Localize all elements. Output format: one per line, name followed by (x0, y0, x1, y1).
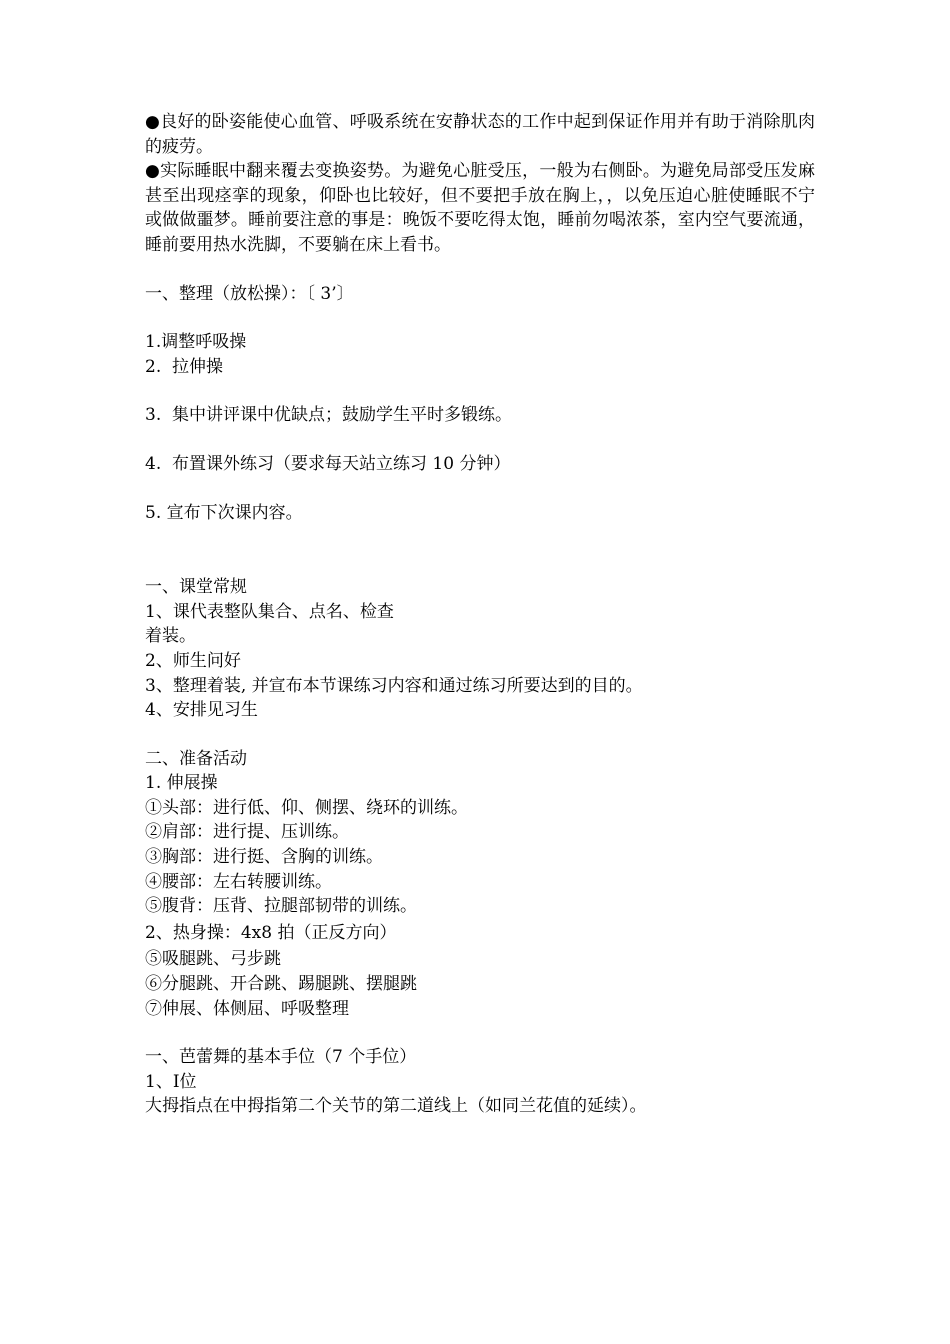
routine-heading: 一、课堂常规 (145, 577, 247, 598)
cooldown-item-5: 5. 宣布下次课内容。 (145, 502, 303, 523)
ballet-heading: 一、芭蕾舞的基本手位（7 个手位） (145, 1047, 417, 1068)
warmup-heading: 二、准备活动 (145, 748, 247, 769)
stretch-item-4: ④腰部：左右转腰训练。 (145, 871, 332, 892)
cooldown-item-4: 4. 布置课外练习（要求每天站立练习 10 分钟） (145, 453, 511, 474)
routine-line-5: 4、安排见习生 (145, 700, 258, 721)
cooldown-item-1: 1.调整呼吸操 (145, 332, 247, 353)
jump-item-3: ⑦伸展、体侧屈、呼吸整理 (145, 998, 349, 1019)
routine-line-3: 2、师生问好 (145, 650, 241, 671)
jump-item-2: ⑥分腿跳、开合跳、踢腿跳、摆腿跳 (145, 974, 417, 995)
cooldown-heading: 一、整理（放松操）：〔 3’〕 (145, 283, 354, 304)
routine-line-4: 3、整理着装, 并宣布本节课练习内容和通过练习所要达到的目的。 (145, 675, 643, 696)
stretch-item-3: ③胸部：进行挺、含胸的训练。 (145, 847, 383, 868)
paragraph-posture: ●良好的卧姿能使心血管、呼吸系统在安静状态的工作中起到保证作用并有助于消除肌肉的疲劳。 (145, 112, 815, 157)
stretch-item-2: ②肩部：进行提、压训练。 (145, 822, 349, 843)
paragraph-sleep: ●实际睡眠中翻来覆去变换姿势。为避免心脏受压，一般为右侧卧。为避免局部受压发麻甚至出现痉挛的现象，仰卧也比较好，但不要把手放在胸上，，以免压迫心脏使睡眠不宁或做做噩梦。睡前要注意的事是：晚饭不要吃得太饱，睡前勿喝浓茶，室内空气要流通，睡前要用热水洗脚，不要躺在床上看书。 (145, 161, 815, 255)
routine-line-2: 着装。 (145, 626, 196, 647)
jump-item-1: ⑤吸腿跳、弓步跳 (145, 949, 281, 970)
routine-line-1: 1、课代表整队集合、点名、检查 (145, 601, 394, 622)
ballet-position-1-desc: 大拇指点在中拇指第二个关节的第二道线上（如同兰花值的延续）。 (145, 1096, 647, 1117)
warmup-sub-1: 1. 伸展操 (145, 773, 218, 794)
ballet-position-1: 1、Ⅰ位 (145, 1071, 197, 1092)
cooldown-item-3: 3. 集中讲评课中优缺点；鼓励学生平时多锻练。 (145, 405, 513, 426)
cooldown-item-2: 2. 拉伸操 (145, 356, 224, 377)
stretch-item-5: ⑤腹背：压背、拉腿部韧带的训练。 (145, 896, 417, 917)
document-page (145, 110, 815, 1119)
stretch-item-1: ①头部：进行低、仰、侧摆、绕环的训练。 (145, 797, 468, 818)
warmup-sub-2: 2、热身操：4x8 拍（正反方向） (145, 922, 397, 943)
